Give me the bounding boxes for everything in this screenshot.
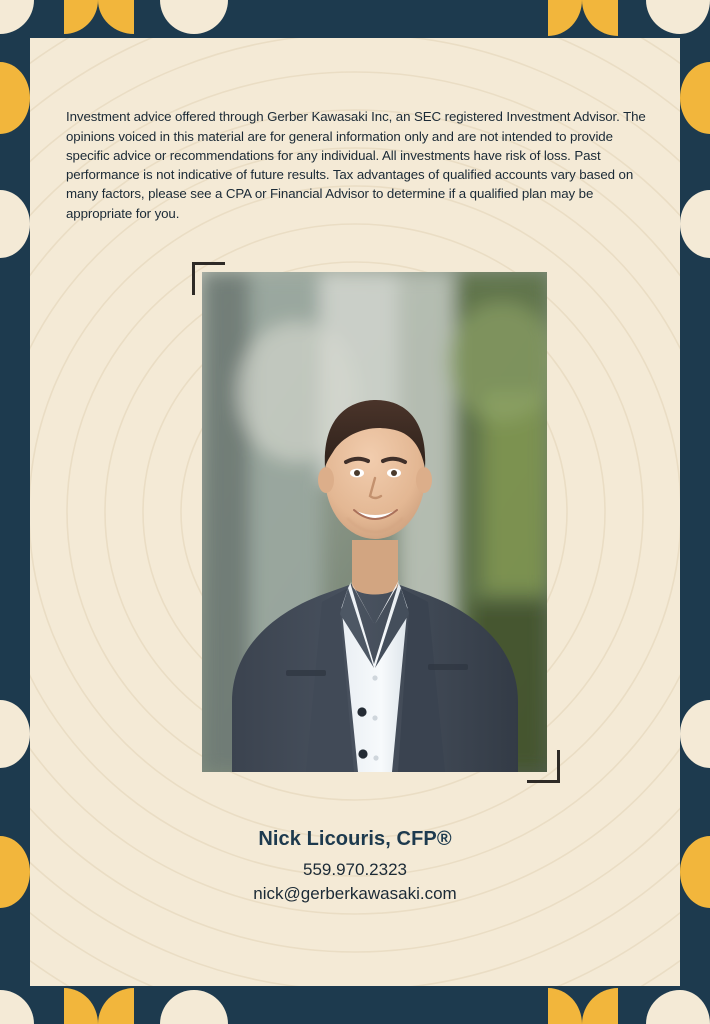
decorative-petal-gold-right-bottom-2 xyxy=(680,872,710,908)
decorative-petal-gold-bottom-left-2 xyxy=(98,988,134,1024)
decorative-petal-cream-left-lower xyxy=(0,700,30,734)
decorative-petal-cream-bottom-mid xyxy=(194,990,228,1024)
decorative-petal-cream-bottom-right-2 xyxy=(680,990,710,1024)
decorative-petal-gold-top-right-2 xyxy=(582,0,618,36)
decorative-petal-cream-top-left xyxy=(0,0,34,34)
disclosure-text: Investment advice offered through Gerber Kawasaki Inc, an SEC registered Investment Advisor. The opinions voiced in this material are for general information only and are not intended to provide specific advice or recommendations for any individual. All investments have risk of loss. Past performance is not indicative of future results. Tax advantages of qualified accounts vary based on many factors, please see a CPA or Financial Advisor to determine if a qualified plan may be appropriate for you. xyxy=(66,109,646,221)
advisor-name: Nick Licouris, CFP® xyxy=(258,828,452,850)
content-card xyxy=(30,38,680,986)
decorative-petal-cream-right-lower-2 xyxy=(680,734,710,768)
decorative-petal-cream-right-mid xyxy=(680,190,710,224)
decorative-petal-gold-right-upper xyxy=(680,62,710,98)
portrait-frame xyxy=(172,250,562,595)
decorative-petal-gold-left-upper xyxy=(0,62,30,98)
decorative-petal-cream-top-left-2 xyxy=(160,0,194,34)
decorative-petal-cream-left-mid-2 xyxy=(0,224,30,258)
advisor-phone[interactable]: 559.970.2323 xyxy=(303,860,407,879)
advisor-portrait-photo xyxy=(202,272,547,772)
decorative-petal-gold-right-bottom xyxy=(680,836,710,872)
decorative-petal-gold-bottom-right-2 xyxy=(582,988,618,1024)
decorative-petal-cream-right-lower xyxy=(680,700,710,734)
decorative-petal-cream-bottom-left xyxy=(0,990,34,1024)
decorative-petal-cream-bottom-left-2 xyxy=(160,990,194,1024)
decorative-petal-cream-left-mid xyxy=(0,190,30,224)
decorative-petal-cream-bottom-right xyxy=(646,990,680,1024)
decorative-petal-cream-top-right xyxy=(646,0,680,34)
decorative-petal-gold-top-left xyxy=(64,0,98,34)
decorative-petal-cream-top-right-2 xyxy=(680,0,710,34)
decorative-petal-cream-left-lower-2 xyxy=(0,734,30,768)
contact-block xyxy=(30,828,680,904)
decorative-petal-gold-left-upper-2 xyxy=(0,98,30,134)
decorative-petal-gold-bottom-right xyxy=(548,988,582,1024)
advisor-email[interactable]: nick@gerberkawasaki.com xyxy=(253,884,457,903)
decorative-petal-cream-right-mid-2 xyxy=(680,224,710,258)
decorative-petal-cream-top-mid xyxy=(194,0,228,34)
decorative-petal-gold-top-left-2 xyxy=(98,0,134,34)
decorative-petal-gold-top-right xyxy=(548,0,582,36)
decorative-petal-gold-left-bottom-2 xyxy=(0,872,30,908)
decorative-petal-gold-left-bottom xyxy=(0,836,30,872)
decorative-petal-gold-bottom-left xyxy=(64,988,98,1024)
decorative-petal-gold-right-upper-2 xyxy=(680,98,710,134)
